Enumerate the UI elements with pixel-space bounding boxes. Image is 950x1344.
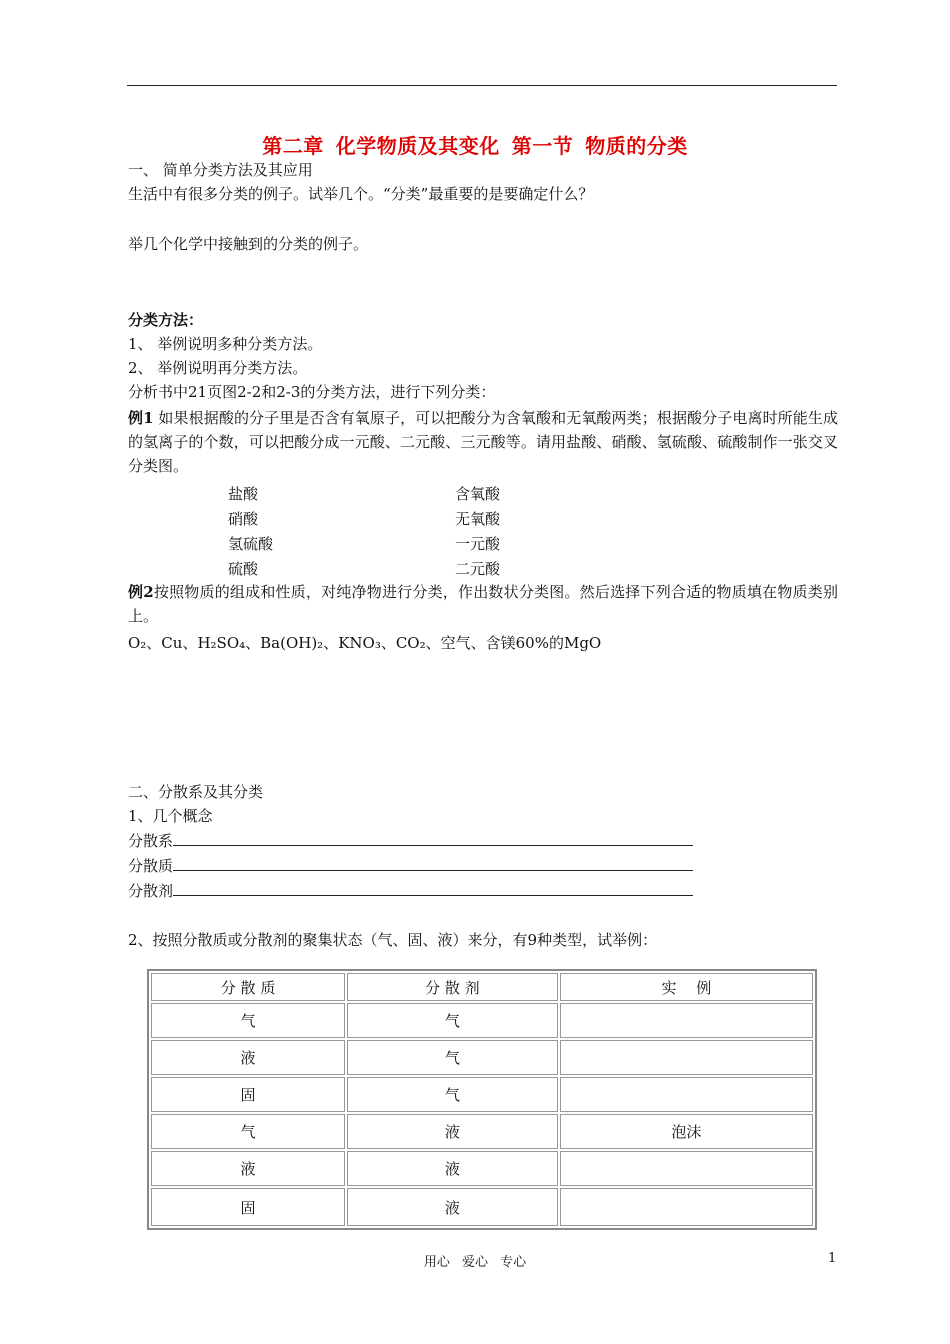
method-1: 1、 举例说明多种分类方法。 [128,335,323,353]
table-cell[interactable] [560,1151,813,1186]
example-1 [128,406,838,478]
concept-dispersion-system [128,830,693,852]
fill-blank[interactable] [173,881,693,896]
table-row [151,1003,813,1038]
table-header-cell: 分 散 剂 [347,973,558,1001]
table-cell[interactable] [560,1188,813,1226]
title-chapter: 第二章 [262,134,324,158]
classification-instruction: 2、按照分散质或分散剂的聚集状态（气、固、液）来分，有9种类型，试举例： [128,931,658,949]
concept-dispersion-medium [128,880,693,902]
title-section-name: 物质的分类 [585,134,688,158]
analysis-instruction: 分析书中21页图2-2和2-3的分类方法，进行下列分类： [128,383,496,401]
example-2-text: 按照物质的组成和性质，对纯净物进行分类，作出数状分类图。然后选择下列合适的物质填在物质类别上。 [128,583,839,625]
header-rule [127,85,837,86]
term-label: 分散系 [128,832,174,850]
acid-category: 含氧酸 [455,485,501,503]
method-2: 2、 举例说明再分类方法。 [128,359,308,377]
table-cell[interactable] [560,1003,813,1038]
table-cell: 液 [347,1114,558,1149]
table-row [151,1040,813,1075]
title-section: 第一节 [511,134,574,158]
example-1-label: 例1 [128,409,154,427]
table-row [151,1188,813,1226]
table-header-cell: 分 散 质 [151,973,345,1001]
term-label: 分散剂 [128,882,174,900]
table-cell: 气 [347,1040,558,1075]
page-number: 1 [828,1251,837,1266]
page-footer [0,1251,950,1270]
table-header-cell: 实 例 [560,973,813,1001]
footer-text: 用心 [423,1255,450,1270]
question-1: 生活中有很多分类的例子。试举几个。“分类”最重要的是要确定什么？ [128,185,594,203]
part1-heading-number: 一、 [128,161,159,179]
table-cell: 气 [347,1077,558,1112]
question-2: 举几个化学中接触到的分类的例子。 [128,235,369,253]
acid-item: 盐酸 [228,485,259,503]
table-cell: 液 [347,1151,558,1186]
acid-category: 二元酸 [455,560,501,578]
table-cell: 固 [151,1077,345,1112]
table-cell: 气 [151,1114,345,1149]
substance-list: O₂、Cu、H₂SO₄、Ba(OH)₂、KNO₃、CO₂、空气、含镁60%的MgO [128,634,602,652]
concept-dispersed-phase [128,855,693,877]
table-cell: 气 [347,1003,558,1038]
table-cell[interactable] [560,1077,813,1112]
table-cell[interactable] [560,1040,813,1075]
example-2 [128,580,838,628]
acid-item: 硝酸 [228,510,259,528]
footer-text: 专心 [500,1255,527,1270]
part1-heading-text: 简单分类方法及其应用 [162,161,313,179]
table-header-row [151,973,813,1001]
table-cell: 液 [151,1040,345,1075]
table-cell: 气 [151,1003,345,1038]
methods-label: 分类方法： [128,311,204,329]
fill-blank[interactable] [173,856,693,871]
table-cell: 固 [151,1188,345,1226]
title-chapter-name: 化学物质及其变化 [335,134,500,158]
acid-item: 氢硫酸 [228,535,274,553]
table-cell[interactable]: 泡沫 [560,1114,813,1149]
term-label: 分散质 [128,857,174,875]
acid-category: 一元酸 [455,535,501,553]
page-title [0,130,950,159]
table-row [151,1151,813,1186]
example-1-text: 如果根据酸的分子里是否含有氧原子，可以把酸分为含氧酸和无氧酸两类；根据酸分子电离时所能生成的氢离子的个数，可以把酸分成一元酸、二元酸、三元酸等。请用盐酸、硝酸、氢硫酸、硫酸制作一张交叉分类图。 [128,409,838,475]
dispersion-table [147,969,817,1230]
example-2-label: 例2 [128,583,154,601]
table-row [151,1077,813,1112]
fill-blank[interactable] [173,831,693,846]
table-row [151,1114,813,1149]
acid-item: 硫酸 [228,560,259,578]
table-cell: 液 [347,1188,558,1226]
part2-heading: 二、分散系及其分类 [128,783,264,801]
table-cell: 液 [151,1151,345,1186]
concepts-heading: 1、几个概念 [128,807,213,825]
part1-heading [128,159,313,181]
footer-text: 爱心 [461,1255,488,1270]
acid-category: 无氧酸 [455,510,501,528]
